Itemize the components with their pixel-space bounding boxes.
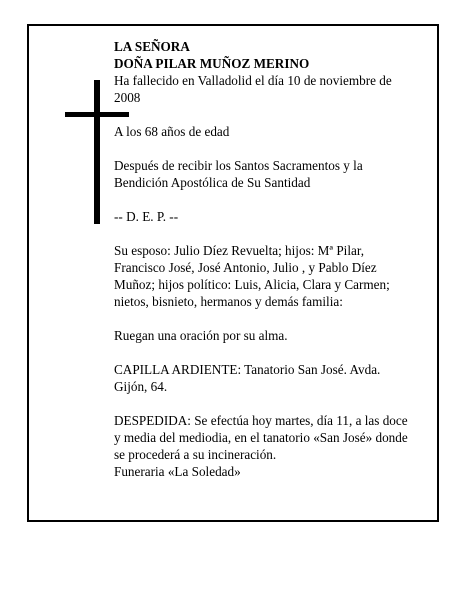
deceased-name: DOÑA PILAR MUÑOZ MERINO	[114, 56, 310, 71]
notice-title: LA SEÑORA	[114, 39, 190, 54]
sacraments-text: Después de recibir los Santos Sacramentos y la Bendición Apostólica de Su Santidad	[114, 158, 363, 190]
family-text: Su esposo: Julio Díez Revuelta; hijos: Mª Pilar, Francisco José, José Antonio, Julio , y Pablo Díez Muñoz; hijos político: Luis, Alicia, Clara y Carmen; nietos, bisnieto, hermanos y demás familia:	[114, 243, 390, 309]
death-info: Ha fallecido en Valladolid el día 10 de noviembre de 2008	[114, 73, 392, 105]
prayer-text: Ruegan una oración por su alma.	[114, 328, 288, 343]
cross-vertical-bar	[94, 80, 100, 224]
age-text: A los 68 años de edad	[114, 124, 230, 139]
farewell-text: DESPEDIDA: Se efectúa hoy martes, día 11, a las doce y media del mediodia, en el tanatorio «San José» donde se procederá a su incineración.	[114, 413, 408, 462]
chapel-text: CAPILLA ARDIENTE: Tanatorio San José. Avda. Gijón, 64.	[114, 362, 381, 394]
rip-text: -- D. E. P. --	[114, 209, 179, 224]
funeral-home-text: Funeraria «La Soledad»	[114, 464, 241, 479]
notice-text	[114, 38, 410, 480]
